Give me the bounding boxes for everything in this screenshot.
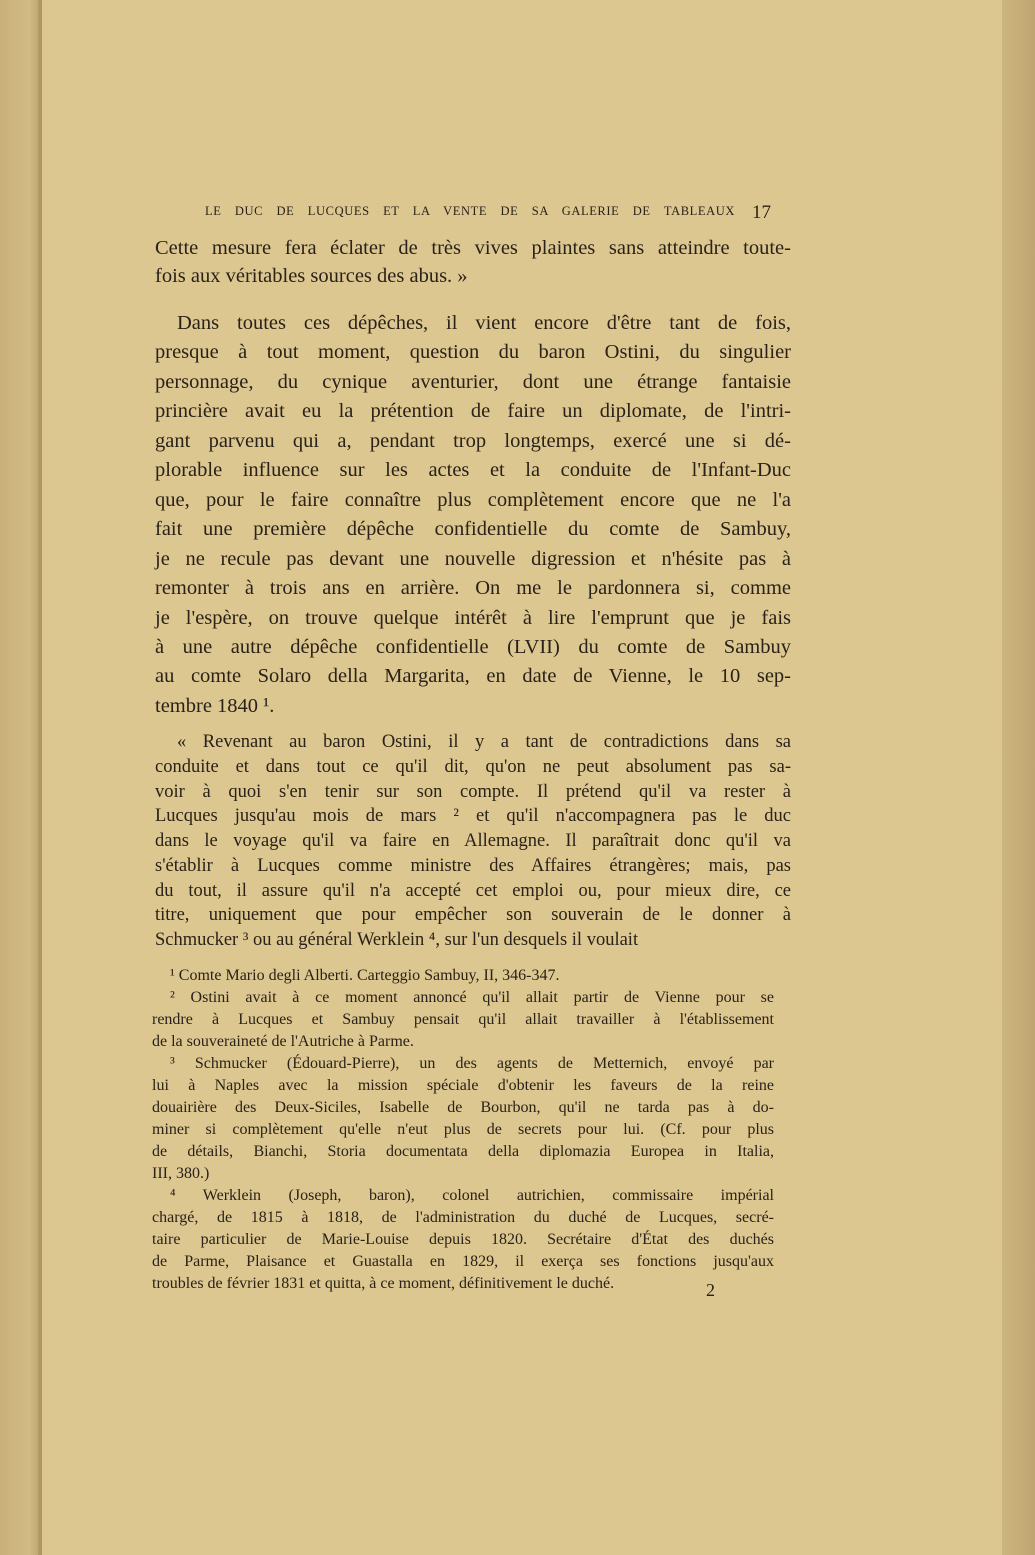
body-text-line: Lucques jusqu'au mois de mars ² et qu'il n'accompagnera pas le duc bbox=[155, 806, 791, 827]
body-text-line: Dans toutes ces dépêches, il vient encore d'être tant de fois, bbox=[177, 312, 791, 334]
footnote-line: miner si complètement qu'elle n'eut plus de secrets pour lui. (Cf. pour plus bbox=[152, 1120, 774, 1138]
footnote-line: taire particulier de Marie-Louise depuis 1820. Secrétaire d'État des duchés bbox=[152, 1230, 774, 1248]
footnote-line: de Parme, Plaisance et Guastalla en 1829, il exerça ses fonctions jusqu'aux bbox=[152, 1252, 774, 1270]
page-edge bbox=[1002, 0, 1035, 1555]
footnote-line: lui à Naples avec la mission spéciale d'obtenir les faveurs de la reine bbox=[152, 1076, 774, 1094]
footnote-line: ⁴ Werklein (Joseph, baron), colonel autrichien, commissaire impérial bbox=[170, 1187, 774, 1204]
body-text-line: que, pour le faire connaître plus complètement encore que ne l'a bbox=[155, 488, 791, 511]
body-text-line: Schmucker ³ ou au général Werklein ⁴, sur l'un desquels il voulait bbox=[155, 930, 639, 950]
body-text-line: dans le voyage qu'il va faire en Allemagne. Il paraîtrait donc qu'il va bbox=[155, 831, 791, 851]
body-text-line: je ne recule pas devant une nouvelle digression et n'hésite pas à bbox=[155, 547, 791, 570]
page-number: 17 bbox=[752, 202, 771, 223]
footnote-line: rendre à Lucques et Sambuy pensait qu'il allait travailler à l'établissement bbox=[152, 1010, 774, 1028]
footnote-line: douairière des Deux-Siciles, Isabelle de Bourbon, qu'il ne tarda pas à do- bbox=[152, 1098, 774, 1116]
body-text-line: s'établir à Lucques comme ministre des Affaires étrangères; mais, pas bbox=[155, 855, 791, 876]
body-text-line: Cette mesure fera éclater de très vives plaintes sans atteindre toute- bbox=[155, 237, 791, 259]
footnote-line: ¹ Comte Mario degli Alberti. Carteggio Sambuy, II, 346-347. bbox=[170, 967, 560, 984]
running-header: LE DUC DE LUCQUES ET LA VENTE DE SA GALERIE DE TABLEAUX bbox=[205, 204, 735, 218]
body-text-line: fait une première dépêche confidentielle du comte de Sambuy, bbox=[155, 518, 791, 541]
body-text-line: au comte Solaro della Margarita, en date de Vienne, le 10 sep- bbox=[155, 665, 791, 688]
body-text-line: gant parvenu qui a, pendant trop longtemps, exercé une si dé- bbox=[155, 429, 791, 452]
footnote-line: ² Ostini avait à ce moment annoncé qu'il allait partir de Vienne pour se bbox=[170, 989, 774, 1006]
body-text-line: « Revenant au baron Ostini, il y a tant de contradictions dans sa bbox=[177, 732, 791, 752]
footnote-line: chargé, de 1815 à 1818, de l'administration du duché de Lucques, secré- bbox=[152, 1208, 774, 1226]
body-text-line: conduite et dans tout ce qu'il dit, qu'on ne peut absolument pas sa- bbox=[155, 756, 791, 777]
footnote-line: ³ Schmucker (Édouard-Pierre), un des agents de Metternich, envoyé par bbox=[170, 1055, 774, 1072]
body-text-line: presque à tout moment, question du baron Ostini, du singulier bbox=[155, 341, 791, 364]
body-text-line: fois aux véritables sources des abus. » bbox=[155, 265, 468, 287]
facing-page-edge bbox=[0, 0, 42, 1555]
footnote-line: troubles de février 1831 et quitta, à ce moment, définitivement le duché. bbox=[152, 1274, 615, 1292]
body-text-line: titre, uniquement que pour empêcher son souverain de le donner à bbox=[155, 905, 791, 926]
body-text-line: plorable influence sur les actes et la conduite de l'Infant-Duc bbox=[155, 459, 791, 482]
body-text-line: je l'espère, on trouve quelque intérêt à lire l'emprunt que je fais bbox=[155, 606, 791, 629]
body-text-line: personnage, du cynique aventurier, dont une étrange fantaisie bbox=[155, 370, 791, 393]
footnote-line: III, 380.) bbox=[152, 1164, 210, 1182]
body-text-line: du tout, il assure qu'il n'a accepté cet emploi ou, pour mieux dire, ce bbox=[155, 880, 791, 901]
signature-mark: 2 bbox=[706, 1280, 715, 1300]
body-text-line: à une autre dépêche confidentielle (LVII) du comte de Sambuy bbox=[155, 635, 791, 658]
footnote-line: de la souveraineté de l'Autriche à Parme. bbox=[152, 1032, 414, 1050]
body-text-line: tembre 1840 ¹. bbox=[155, 694, 275, 717]
body-text-line: princière avait eu la prétention de faire un diplomate, de l'intri- bbox=[155, 400, 791, 423]
body-text-line: remonter à trois ans en arrière. On me le pardonnera si, comme bbox=[155, 577, 791, 600]
footnote-line: de détails, Bianchi, Storia documentata della diplomazia Europea in Italia, bbox=[152, 1142, 774, 1160]
body-text-line: voir à quoi s'en tenir sur son compte. Il prétend qu'il va rester à bbox=[155, 781, 791, 802]
